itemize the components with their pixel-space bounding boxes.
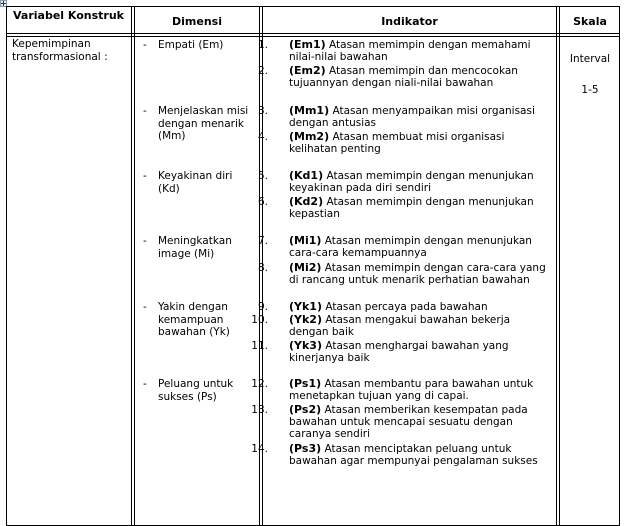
col-divider — [131, 6, 132, 526]
dimension-bullet: - — [143, 170, 147, 182]
indicator-text-cont: kepastian — [289, 208, 340, 220]
scale-type: Interval — [569, 53, 611, 65]
indicator-text: Atasan memimpin dengan memahami — [329, 39, 531, 51]
header-dimensi: Dimensi — [172, 15, 222, 28]
indicator-text-cont: tujuannyan dengan niali-nilai bawahan — [289, 77, 494, 89]
indicator-text: Atasan memimpin dengan cara-cara yang — [324, 262, 546, 274]
indicator-text-cont: keyakinan pada diri sendiri — [289, 182, 431, 194]
indicator-code: (Em1) — [289, 38, 326, 51]
indicator-text: Atasan memimpin dengan menunjukan — [326, 170, 534, 182]
header-variabel: Variabel Konstruk — [13, 9, 124, 22]
dimension-label: Menjelaskan misi dengan menarik (Mm) — [158, 105, 249, 142]
dimension-bullet: - — [143, 235, 147, 247]
indicator-text: Atasan mengakui bawahan bekerja — [325, 314, 511, 326]
indicator-text: Atasan percaya pada bawahan — [325, 301, 488, 313]
dimension-label: Keyakinan diri (Kd) — [158, 170, 233, 195]
dimension-label: Empati (Em) — [158, 39, 224, 51]
indicator-text-cont: dengan antusias — [289, 117, 377, 129]
dimension-label: Peluang untuk sukses (Ps) — [158, 378, 234, 403]
indicator-number: 2. — [257, 65, 268, 77]
indicator-text-cont: kelihatan penting — [289, 143, 381, 155]
indicator-text: Atasan menciptakan peluang untuk — [324, 443, 512, 455]
construct-table — [6, 6, 620, 526]
indicator-number: 5. — [257, 170, 268, 182]
dimension-label: Yakin dengan kemampuan bawahan (Yk) — [158, 301, 230, 338]
indicator-code: (Ps3) — [289, 442, 322, 455]
indicator-text-cont: bawahan untuk mencapai sesuatu dengan — [289, 416, 513, 428]
indicator-text: Atasan menyampaikan misi organisasi — [332, 105, 535, 117]
indicator-code: (Ps2) — [289, 403, 322, 416]
indicator-number: 10. — [251, 314, 268, 326]
indicator-text: Atasan memimpin dan mencocokan — [329, 65, 518, 77]
indicator-text: Atasan memberikan kesempatan pada — [324, 404, 528, 416]
header-divider — [6, 36, 620, 37]
indicator-text: Atasan memimpin dengan menunjukan — [326, 196, 534, 208]
indicator-number: 9. — [257, 301, 268, 313]
indicator-number: 4. — [257, 131, 268, 143]
dimension-bullet: - — [143, 105, 147, 117]
indicator-code: (Yk3) — [289, 339, 322, 352]
indicator-text-cont: dengan baik — [289, 326, 354, 338]
indicator-text: Atasan menghargai bawahan yang — [325, 340, 509, 352]
indicator-text: Atasan memimpin dengan menunjukan — [324, 235, 532, 247]
indicator-text-cont: nilai-nilai bawahan — [289, 51, 388, 63]
indicator-number: 12. — [251, 378, 268, 390]
indicator-number: 11. — [251, 340, 268, 352]
indicator-number: 8. — [257, 262, 268, 274]
header-divider — [6, 33, 620, 34]
indicator-text: Atasan membantu para bawahan untuk — [324, 378, 534, 390]
indicator-code: (Mi1) — [289, 234, 322, 247]
col-divider — [556, 6, 557, 526]
header-indikator: Indikator — [381, 15, 438, 28]
indicator-number: 14. — [251, 443, 268, 455]
col-divider — [134, 6, 135, 526]
indicator-code: (Kd2) — [289, 195, 324, 208]
indicator-text-cont: di rancang untuk menarik perhatian bawahan — [289, 274, 530, 286]
indicator-text-cont: cara-cara kemampuannya — [289, 247, 427, 259]
indicator-text-cont: kinerjanya baik — [289, 352, 370, 364]
indicator-code: (Yk2) — [289, 313, 322, 326]
indicator-text: Atasan membuat misi organisasi — [332, 131, 505, 143]
indicator-code: (Yk1) — [289, 300, 322, 313]
indicator-number: 1. — [257, 39, 268, 51]
dimension-bullet: - — [143, 378, 147, 390]
indicator-code: (Mi2) — [289, 261, 322, 274]
indicator-code: (Mm1) — [289, 104, 330, 117]
indicator-number: 6. — [257, 196, 268, 208]
indicator-code: (Kd1) — [289, 169, 324, 182]
indicator-code: (Mm2) — [289, 130, 330, 143]
dimension-label: Meningkatkan image (Mi) — [158, 235, 232, 260]
dimension-bullet: - — [143, 39, 147, 51]
dimension-bullet: - — [143, 301, 147, 313]
indicator-code: (Em2) — [289, 64, 326, 77]
indicator-text-cont: bawahan agar mempunyai pengalaman sukses — [289, 455, 538, 467]
indicator-text-cont: caranya sendiri — [289, 428, 371, 440]
header-skala: Skala — [573, 15, 607, 28]
indicator-number: 3. — [257, 105, 268, 117]
variable-name: Kepemimpinan transformasional : — [12, 38, 108, 63]
indicator-text-cont: menetapkan tujuan yang di capai. — [289, 390, 469, 402]
scale-range: 1-5 — [581, 84, 599, 96]
indicator-number: 7. — [257, 235, 268, 247]
indicator-code: (Ps1) — [289, 377, 322, 390]
indicator-number: 13. — [251, 404, 268, 416]
